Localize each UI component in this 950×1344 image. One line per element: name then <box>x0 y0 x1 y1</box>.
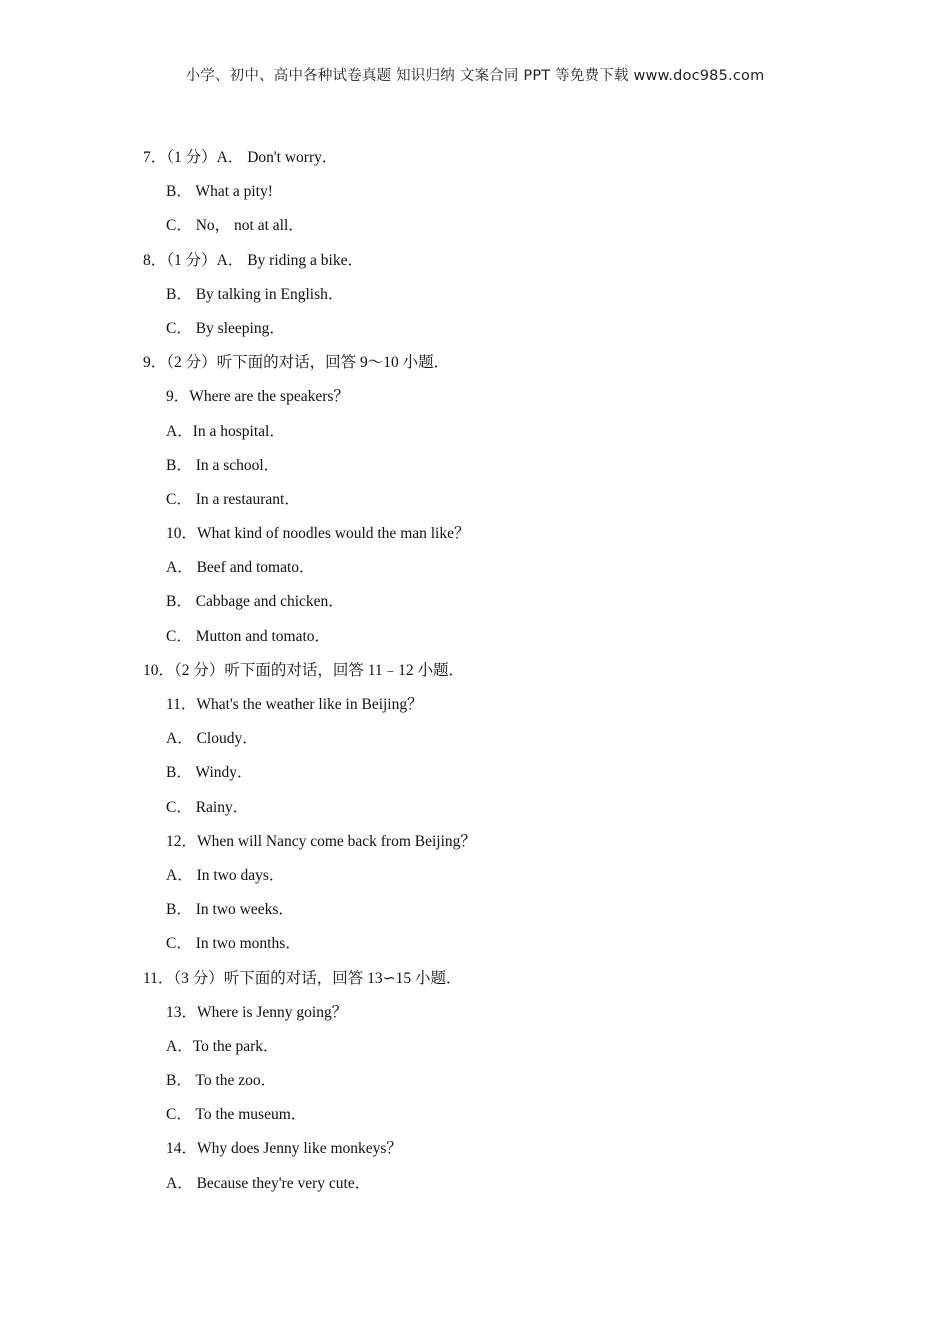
option-line: B． By talking in English． <box>166 285 344 303</box>
sub-question-9: 9．Where are the speakers？ <box>166 388 349 406</box>
option-line: C． To the museum． <box>166 1106 307 1124</box>
option-line: C． Mutton and tomato． <box>166 627 331 645</box>
question-list <box>0 146 950 1206</box>
question-10: 10．（2 分）听下面的对话，回答 11﹣12 小题． <box>143 661 465 679</box>
sub-question-10: 10．What kind of noodles would the man like？ <box>166 525 470 543</box>
option-line: B． What a pity! <box>166 183 273 201</box>
question-8: 8．（1 分）A． By riding a bike． <box>143 251 363 269</box>
option-line: A．To the park． <box>166 1037 279 1055</box>
option-line: C． In two months． <box>166 935 301 953</box>
option-line: B． Windy． <box>166 764 253 782</box>
option-line: C． By sleeping． <box>166 319 285 337</box>
option-line: B． To the zoo． <box>166 1072 277 1090</box>
option-line: A．In a hospital． <box>166 422 285 440</box>
sub-question-12: 12．When will Nancy come back from Beijing？ <box>166 832 476 850</box>
question-7: 7．（1 分）A． Don't worry． <box>143 149 338 166</box>
question-9: 9．（2 分）听下面的对话，回答 9～10 小题． <box>143 354 450 372</box>
sub-question-14: 14．Why does Jenny like monkeys？ <box>166 1140 402 1158</box>
option-line: B． Cabbage and chicken． <box>166 593 344 611</box>
page-header: 小学、初中、高中各种试卷真题 知识归纳 文案合同 PPT 等免费下载 www.doc985.com <box>185 68 765 84</box>
option-line: A． Beef and tomato． <box>166 559 315 577</box>
sub-question-13: 13．Where is Jenny going？ <box>166 1003 348 1021</box>
sub-question-11: 11．What's the weather like in Beijing？ <box>166 696 423 713</box>
option-line: B． In two weeks． <box>166 901 294 919</box>
option-line: A． In two days． <box>166 866 285 884</box>
option-line: A． Because they're very cute． <box>166 1174 371 1192</box>
option-line: A． Cloudy． <box>166 730 258 748</box>
option-line: C． In a restaurant． <box>166 490 300 508</box>
question-11: 11．（3 分）听下面的对话，回答 13∽15 小题． <box>143 969 462 987</box>
option-line: B． In a school． <box>166 456 280 474</box>
option-line: C． No， not at all． <box>166 217 304 235</box>
option-line: C． Rainy． <box>166 798 249 816</box>
